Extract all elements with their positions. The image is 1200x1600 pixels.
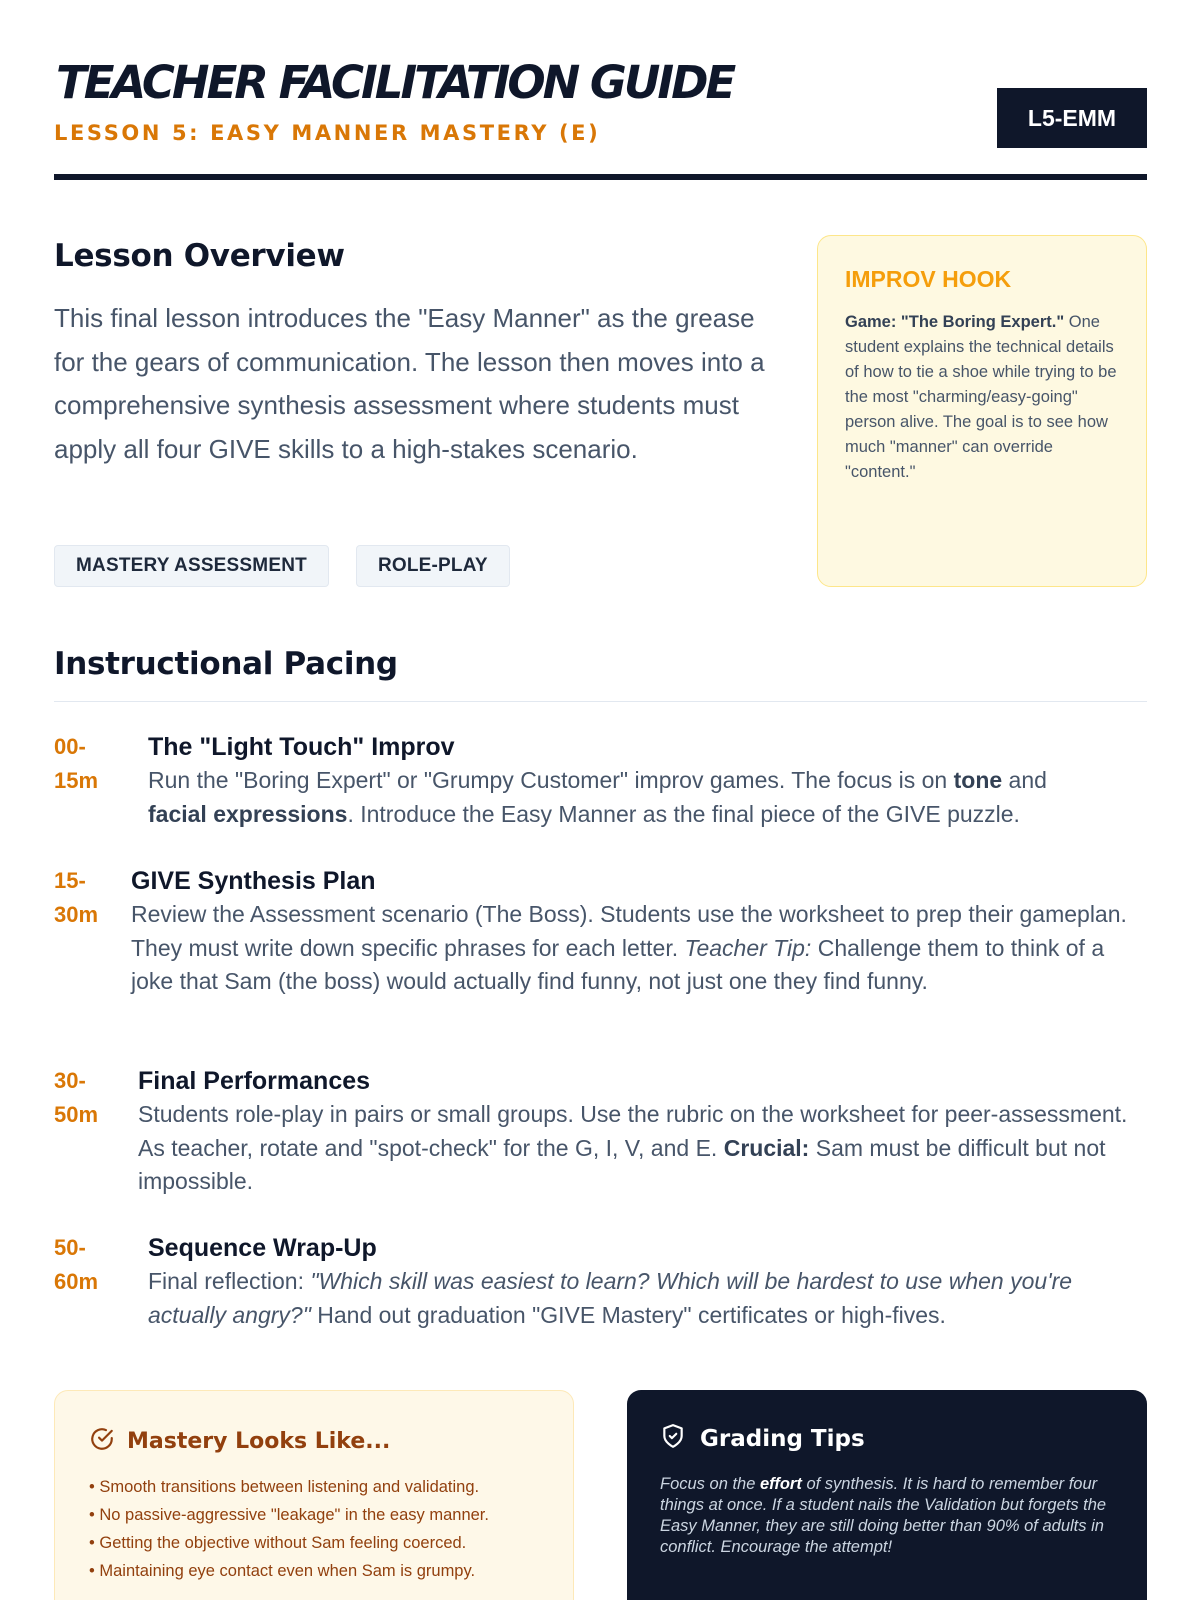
step-time-end: 60m	[54, 1269, 99, 1294]
step-time-end: 30m	[54, 902, 99, 927]
step-text: Final reflection: "Which skill was easiest to learn? Which will be hardest to use when you're actually angry?" Hand out graduation "GIVE Mastery" certificates or high-fives.	[148, 1268, 1073, 1328]
grading-text: Focus on the effort of synthesis. It is hard to remember four things at once. If a student nails the Validation but forgets the Easy Manner, they are still doing better than 90% of adults in conflict. Encourage the attempt!	[660, 1475, 1107, 1556]
pacing-heading: Instructional Pacing	[54, 646, 398, 682]
step-time	[54, 864, 131, 999]
step-body	[138, 1064, 1138, 1199]
lesson-subtitle: LESSON 5: EASY MANNER MASTERY (E)	[54, 121, 601, 145]
step-time-start: 30-	[54, 1068, 86, 1093]
improv-hook-title: IMPROV HOOK	[845, 266, 1012, 292]
step-body	[131, 864, 1131, 999]
mastery-title: Mastery Looks Like...	[127, 1429, 391, 1454]
pacing-step	[54, 730, 1147, 831]
guide-page	[54, 0, 1147, 1600]
step-body	[148, 730, 1103, 831]
overview-heading: Lesson Overview	[54, 238, 345, 274]
step-title: Final Performances	[138, 1067, 371, 1095]
step-title: Sequence Wrap-Up	[148, 1234, 377, 1262]
pacing-step	[54, 864, 1147, 999]
tag-mastery-assessment: MASTERY ASSESSMENT	[54, 545, 329, 587]
list-item: • Smooth transitions between listening and validating.	[89, 1478, 480, 1496]
step-time-start: 15-	[54, 868, 86, 893]
step-time-end: 15m	[54, 768, 99, 793]
step-title: GIVE Synthesis Plan	[131, 867, 376, 895]
list-item: • Maintaining eye contact even when Sam is grumpy.	[89, 1562, 476, 1580]
step-title: The "Light Touch" Improv	[148, 733, 455, 761]
mastery-card	[54, 1390, 574, 1600]
check-circle-icon	[89, 1426, 115, 1457]
tag-role-play: ROLE-PLAY	[356, 545, 510, 587]
step-time	[54, 1064, 138, 1199]
pacing-divider	[54, 701, 1147, 702]
step-time-start: 50-	[54, 1235, 86, 1260]
tag-list	[54, 545, 510, 587]
step-time	[54, 1231, 148, 1332]
hook-description: One student explains the technical details of how to tie a shoe while trying to be the most "charming/easy-going" person alive. The goal is to see how much "manner" can override "content."	[845, 313, 1117, 481]
pacing-step	[54, 1231, 1147, 1332]
grading-header	[660, 1423, 1114, 1454]
step-text: Run the "Boring Expert" or "Grumpy Customer" improv games. The focus is on tone and facial expressions. Introduce the Easy Manner as the final piece of the GIVE puzzle.	[148, 767, 1047, 827]
list-item: • Getting the objective without Sam feeling coerced.	[89, 1534, 467, 1552]
shield-check-icon	[660, 1423, 686, 1454]
overview-text: This final lesson introduces the "Easy Manner" as the grease for the gears of communication. The lesson then moves into a comprehensive synthesis assessment where students must apply all four GIVE skills to a high-stakes scenario.	[54, 303, 765, 464]
step-time	[54, 730, 148, 831]
step-time-start: 00-	[54, 734, 86, 759]
hook-game-label: Game: "The Boring Expert."	[845, 313, 1065, 331]
header-divider	[54, 174, 1147, 180]
mastery-list	[89, 1473, 539, 1585]
improv-hook-text	[845, 310, 1119, 485]
improv-hook-card	[817, 235, 1147, 587]
page-title: TEACHER FACILITATION GUIDE	[56, 56, 734, 109]
step-time-end: 50m	[54, 1102, 99, 1127]
step-text: Students role-play in pairs or small groups. Use the rubric on the worksheet for peer-assessment. As teacher, rotate and "spot-check" for the G, I, V, and E. Crucial: Sam must be difficult but not impossible.	[138, 1101, 1128, 1194]
grading-title: Grading Tips	[700, 1425, 865, 1452]
step-body	[148, 1231, 1108, 1332]
step-text: Review the Assessment scenario (The Boss). Students use the worksheet to prep their gameplan. They must write down specific phrases for each letter. Teacher Tip: Challenge them to think of a joke that Sam (the boss) would actually find funny, not just one they find funny.	[131, 901, 1127, 994]
list-item: • No passive-aggressive "leakage" in the easy manner.	[89, 1506, 489, 1524]
header	[54, 56, 1147, 181]
lesson-overview	[54, 236, 774, 471]
lesson-code-badge: L5-EMM	[997, 88, 1147, 148]
mastery-header	[89, 1426, 539, 1457]
pacing-step	[54, 1064, 1147, 1199]
grading-tips-card	[627, 1390, 1147, 1600]
